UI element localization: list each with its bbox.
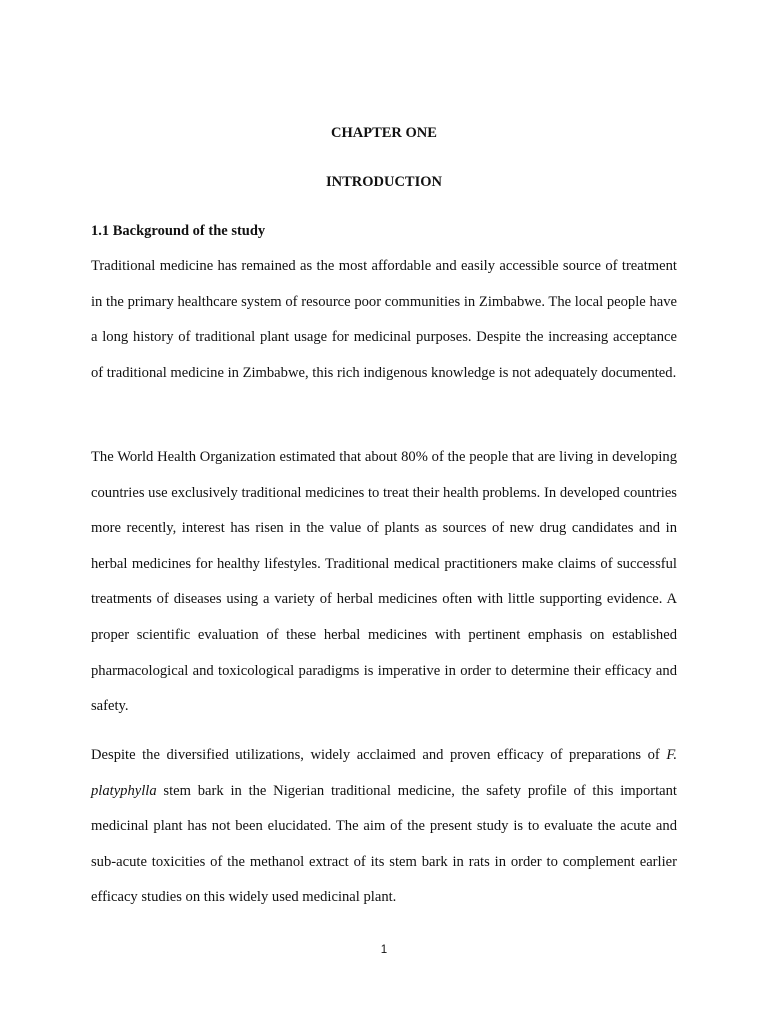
paragraph-2: The World Health Organization estimated that about 80% of the people that are living in developing countries use exclusively traditional medicines to treat their health problems. In developed countries more recently, interest has risen in the value of plants as sources of new drug candidates and in herbal medicines for healthy lifestyles. Traditional medical practitioners make claims of successful treatments of diseases using a variety of herbal medicines often with little supporting evidence. A proper scientific evaluation of these herbal medicines with pertinent emphasis on established pharmacological and toxicological paradigms is imperative in order to determine their efficacy and safety. [91,449,677,715]
paragraph-3 [91,738,677,916]
subsection-heading: 1.1 Background of the study [91,223,266,239]
chapter-heading: CHAPTER ONE [331,125,437,141]
species-name: F. platyphylla [91,747,677,799]
page-number: 1 [380,944,388,956]
section-heading: INTRODUCTION [325,174,442,190]
paragraph-3-rest: stem bark in the Nigerian traditional medicine, the safety profile of this important medicinal plant has not been elucidated. The aim of the present study is to evaluate the acute and sub-acute toxicities of the methanol extract of its stem bark in rats in order to complement earlier efficacy studies on this widely used medicinal plant. [91,782,677,906]
paragraph-1: Traditional medicine has remained as the most affordable and easily accessible source of treatment in the primary healthcare system of resource poor communities in Zimbabwe. The local people have a long history of traditional plant usage for medicinal purposes. Despite the increasing acceptance of traditional medicine in Zimbabwe, this rich indigenous knowledge is not adequately documented. [91,258,677,381]
paragraph-3-intro: Despite the diversified utilizations, widely acclaimed and proven efficacy of preparations of [91,747,667,763]
